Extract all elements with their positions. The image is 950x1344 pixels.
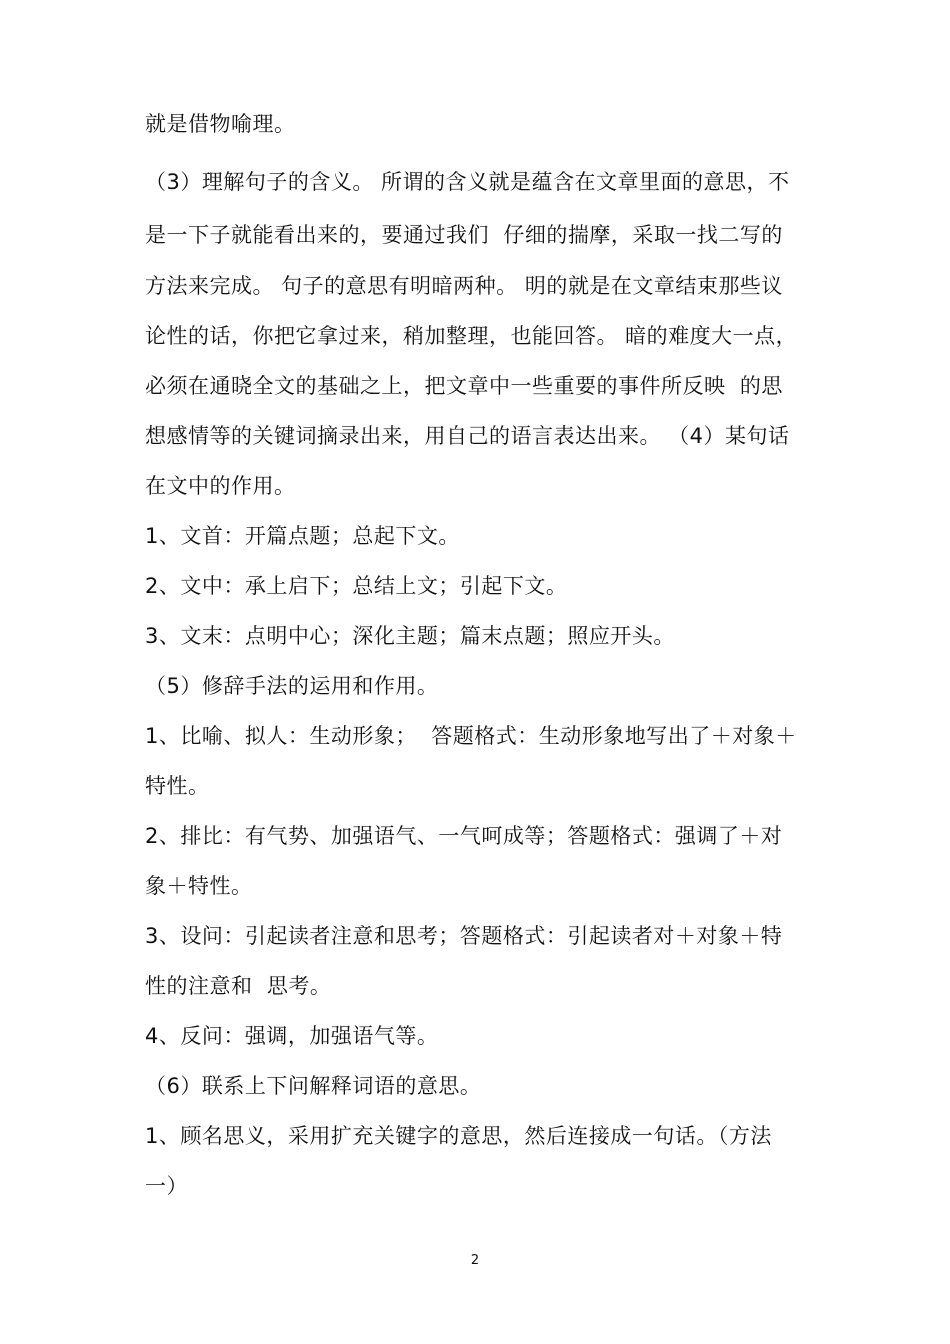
text-line: 4、反问：强调，加强语气等。 (145, 1024, 439, 1048)
text-line: 1、顾名思义，采用扩充关键字的意思，然后连接成一句话。（方法 (145, 1124, 772, 1148)
text-line: 3、设问：引起读者注意和思考；答题格式：引起读者对＋对象＋特 (145, 924, 783, 948)
text-line: 必须在通晓全文的基础之上，把文章中一些重要的事件所反映 的思 (145, 374, 783, 398)
text-line: 1、比喻、拟人：生动形象； 答题格式：生动形象地写出了＋对象＋ (145, 724, 797, 748)
text-line: 2、排比：有气势、加强语气、一气呵成等；答题格式：强调了＋对 (145, 824, 783, 848)
text-line: 一） (145, 1174, 188, 1198)
text-line: 特性。 (145, 774, 210, 798)
text-line: 性的注意和 思考。 (145, 974, 332, 998)
text-line: 方法来完成。 句子的意思有明暗两种。 明的就是在文章结束那些议 (145, 274, 783, 298)
text-line: 在文中的作用。 (145, 474, 296, 498)
page-number: 2 (470, 1253, 480, 1268)
text-line: （5）修辞手法的运用和作用。 (145, 674, 439, 698)
text-line: 3、文末：点明中心；深化主题；篇末点题；照应开头。 (145, 624, 675, 648)
text-line: 1、文首：开篇点题；总起下文。 (145, 524, 460, 548)
text-line: （3）理解句子的含义。 所谓的含义就是蕴含在文章里面的意思，不 (145, 170, 790, 194)
text-line: 是一下子就能看出来的，要通过我们 仔细的揣摩，采取一找二写的 (145, 223, 783, 247)
text-line: （6）联系上下问解释词语的意思。 (145, 1074, 482, 1098)
text-line: 2、文中：承上启下；总结上文；引起下文。 (145, 574, 568, 598)
text-line: 论性的话，你把它拿过来，稍加整理，也能回答。 暗的难度大一点， (145, 324, 798, 348)
text-line: 想感情等的关键词摘录出来，用自己的语言表达出来。 （4）某句话 (145, 424, 790, 448)
text-line: 就是借物喻理。 (145, 112, 296, 136)
text-line: 象＋特性。 (145, 874, 253, 898)
